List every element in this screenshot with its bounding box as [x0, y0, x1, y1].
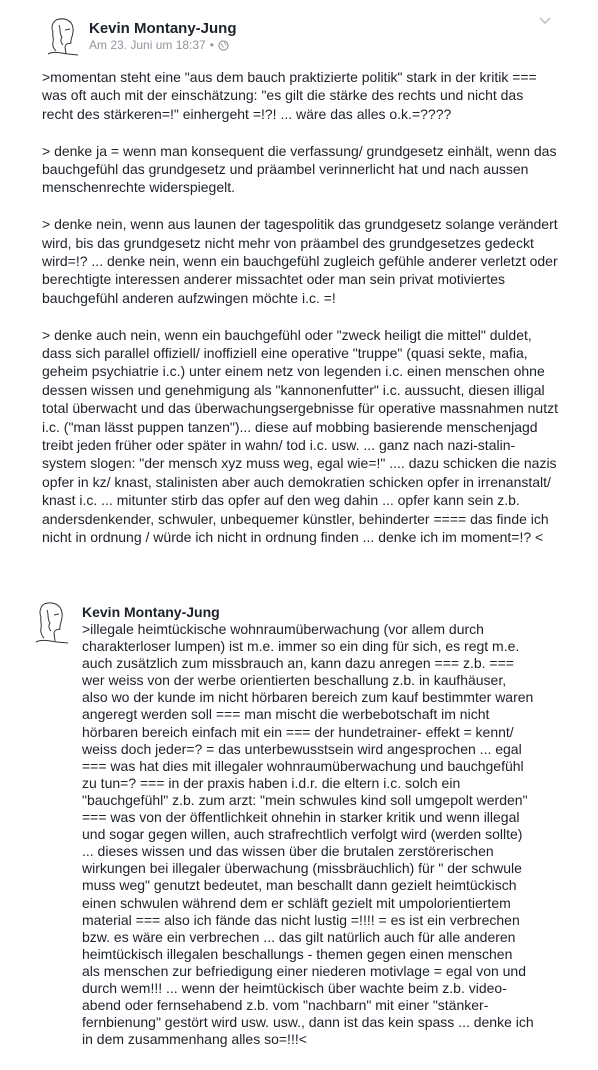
post-paragraph: > denke ja = wenn man konsequent die verfassung/ grundgesetz einhält, wenn das bauchgefühl das grundgesetz und präambel verinnerlicht hat und nach aussen menschenrechte widerspiegelt. — [42, 142, 557, 196]
avatar-sketch-icon[interactable] — [44, 16, 80, 56]
chevron-down-icon[interactable] — [538, 14, 552, 28]
post-body — [42, 68, 558, 565]
globe-icon — [218, 40, 229, 51]
post-timestamp[interactable]: Am 23. Juni um 18:37 — [89, 38, 206, 52]
avatar-sketch-icon[interactable] — [32, 600, 70, 644]
post-paragraph: >momentan steht eine "aus dem bauch praktizierte politik" stark in der kritik === was oft auch mit der einschätzung: "es gilt die stärke des rechts und nicht das recht des stärkeren=!" einhergeht =!?! ... wäre das alles o.k.=???? — [42, 69, 537, 122]
comment-text: >illegale heimtückische wohnraumüberwachung (vor allem durch charakterloser lumpen) ist m.e. immer so ein ding für sich, es regt m.e. auch zusätzlich zum missbrauch an, kann dazu anregen === z.b. === wer weiss von der werbe orientierten beschallung z.b. in kaufhäuser, also wo der kunde im nicht hörbaren bereich zum kauf bestimmter waren angeregt werden soll === man mischt die werbebotschaft im nicht hörbaren bereich einfach mit ein === der hundetrainer- effekt = kennt/ weiss doch jeder=? = das unterbewusstsein wird angesprochen ... egal === was hat dies mit illegaler wohnraumüberwachung und bauchgefühl zu tun=? === in der praxis haben i.d.r. die eltern i.c. solch ein "bauchgefühl" z.b. zum arzt: "mein schwules kind soll umgepolt werden" === was von der öffentlichkeit ohnehin in starker kritik und wenn illegal und sogar gegen willen, auch strafrechtlich verfolgt wird (werden sollte) ... dieses wissen und das wissen über die brutalen zerstörerischen wirkungen bei illegaler überwachung (missbräuchlich) für " der schwule muss weg" genutzt bedeutet, man beschallt dann gezielt heimtückisch einen schwulen während dem er schläft gezielt mit umpolorientiertem material === also ich fände das nicht lustig =!!!! = es ist ein verbrechen bzw. es wäre ein verbrechen ... das gilt natürlich auch für alle anderen heimtückisch illegalen beschallungs - themen gegen einen menschen als menschen zur befriedigung einer niederen motivlage = egal von und durch wem!!! ... wenn der heimtückisch über wachte beim z.b. video-abend oder fernsehabend z.b. vom "nachbarn" mit einer "stänker-fernbienung" gestört wird usw. usw., dann ist das kein spass ... denke ich in dem zusammenhang alles so=!!!< — [82, 621, 534, 1048]
post-paragraph: > denke nein, wenn aus launen der tagespolitik das grundgesetz solange verändert wird, bis das grundgesetz nicht mehr von präambel des grundgesetzes gedeckt wird=!? ... denke nein, wenn ein bauchgefühl zugleich gefühle anderer verletzt oder berechtigte interessen anderer missachtet oder man sein privat motiviertes bauchgefühl anderen aufzwingen möchte i.c. =! — [42, 216, 558, 306]
post-meta — [89, 38, 229, 52]
comment-author[interactable]: Kevin Montany-Jung — [82, 604, 220, 620]
post-paragraph: > denke auch nein, wenn ein bauchgefühl oder "zweck heiligt die mittel" duldet, dass sich parallel offiziell/ inoffiziell eine operative "truppe" (quasi sekte, mafia, geheim psychiatrie i.c.) unter einem netz von legenden i.c. einen menschen ohne dessen wissen und genehmigung als "kannonenfutter" i.c. aussucht, diesen illigal total überwacht und das überwachungsergebnisse für operative massnahmen nutzt i.c. ("man lässt puppen tanzen")... diese auf mobbing basierende menschenjagd treibt jeden früher oder später in wahn/ tod i.c. usw. ... ganz nach nazi-stalin-system slogen: "der mensch xyz muss weg, egal wie=!" .... dazu schicken die nazis opfer in kz/ knast, stalinisten aber auch demokratien schicken opfer in irrenanstalt/ knast i.c. ... mitunter stirb das opfer auf den weg dahin ... opfer kann sein z.b. andersdenkender, schwuler, unbequemer künstler, behinderter ==== das finde ich nicht in ordnung / würde ich nicht in ordnung finden ... denke ich im moment=!? < — [42, 326, 558, 546]
post-author[interactable]: Kevin Montany-Jung — [89, 20, 237, 37]
meta-separator: • — [209, 38, 214, 52]
